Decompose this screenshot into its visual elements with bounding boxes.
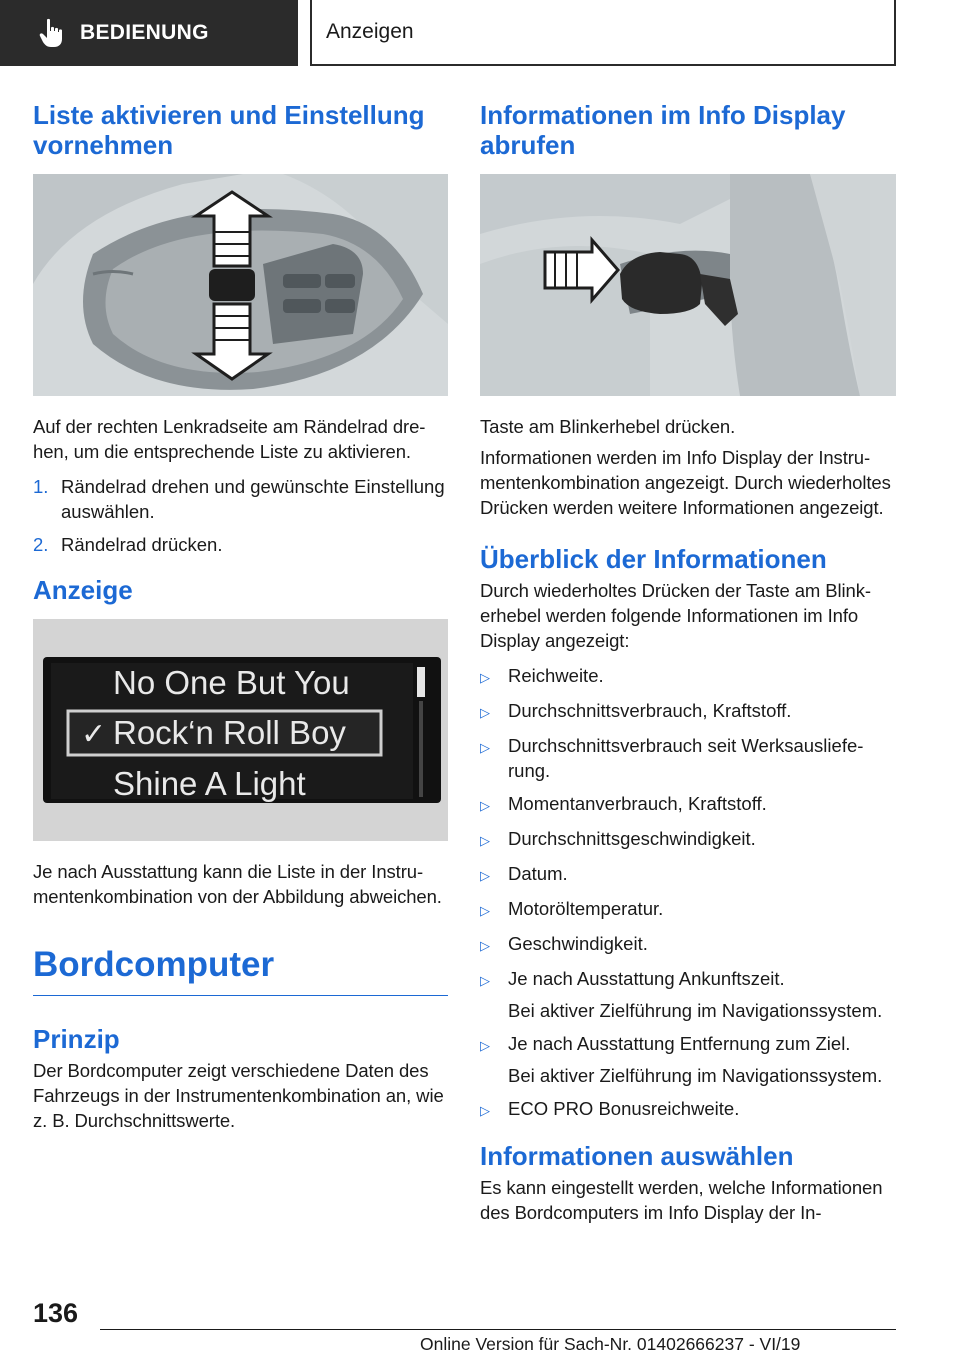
- section-label: BEDIENUNG: [80, 21, 209, 44]
- list-item: [480, 931, 896, 958]
- info-bullet-list: [480, 663, 896, 1123]
- list-item: [480, 861, 896, 888]
- list-item: [480, 1096, 896, 1123]
- display-list-figure: [33, 619, 448, 841]
- triangle-bullet-icon: ▷: [480, 973, 490, 988]
- step-text: Rändelrad drücken.: [61, 534, 223, 555]
- step-number: 2.: [33, 534, 49, 555]
- page-header: [0, 0, 960, 66]
- turn-signal-illustration: [480, 174, 896, 396]
- turn-signal-figure: [480, 174, 896, 396]
- chapter-heading-bordcomputer: Bordcomputer: [33, 945, 448, 996]
- list-item: [480, 791, 896, 818]
- heading-info-display: Informationen im Info Display abrufen: [480, 100, 846, 160]
- display-item: Shine A Light: [113, 765, 306, 802]
- list-item-text: Reichweite.: [508, 665, 604, 686]
- footer-online-version: Online Version für Sach-Nr. 01402666237 - VI/19: [420, 1334, 801, 1354]
- paragraph-overview: Durch wiederholtes Drücken der Taste am Blinkerhebel werden folgende Informationen im Info Display angezeigt:: [480, 580, 872, 651]
- step-list: [33, 474, 448, 557]
- list-item-text: Durchschnittsgeschwindigkeit.: [508, 828, 756, 849]
- heading-principle: Prinzip: [33, 1024, 120, 1054]
- step-number: 1.: [33, 476, 49, 497]
- steering-wheel-illustration: [33, 174, 448, 396]
- paragraph-wheel-instruction: Auf der rechten Lenkradseite am Rändelrad drehen, um die entsprechende Liste zu aktivieren.: [33, 416, 426, 462]
- heading-display: Anzeige: [33, 575, 133, 605]
- display-item-selected: Rock‘n Roll Boy: [113, 714, 346, 751]
- list-item-text: Je nach Ausstattung Entfernung zum Ziel.: [508, 1033, 851, 1054]
- paragraph-press-button: Taste am Blinkerhebel drücken.: [480, 416, 736, 437]
- triangle-bullet-icon: ▷: [480, 798, 490, 813]
- page-title: Anzeigen: [310, 0, 896, 66]
- list-item: [480, 896, 896, 923]
- triangle-bullet-icon: ▷: [480, 1038, 490, 1053]
- list-item-text: Durchschnittsverbrauch, Kraftstoff.: [508, 700, 792, 721]
- paragraph-principle: Der Bordcomputer zeigt verschiedene Daten des Fahrzeugs in der Instrumentenkombination an, wie z. B. Durchschnittswerte.: [33, 1060, 444, 1131]
- right-column: [480, 100, 896, 1235]
- list-item: [480, 733, 896, 783]
- triangle-bullet-icon: ▷: [480, 705, 490, 720]
- left-column: [33, 100, 448, 1143]
- list-item: [480, 966, 896, 1023]
- list-item: [33, 532, 448, 557]
- list-item-text: Durchschnittsverbrauch seit Werksauslieferung.: [508, 735, 864, 781]
- heading-list-activation: Liste aktivieren und Einstellung vornehmen: [33, 100, 425, 160]
- triangle-bullet-icon: ▷: [480, 868, 490, 883]
- list-item-text: Je nach Ausstattung Ankunftszeit.: [508, 968, 785, 989]
- list-item-text: Datum.: [508, 863, 568, 884]
- list-item-subtext: Bei aktiver Zielführung im Navigationssystem.: [508, 1000, 883, 1021]
- triangle-bullet-icon: ▷: [480, 903, 490, 918]
- list-item-text: Geschwindigkeit.: [508, 933, 648, 954]
- list-item: [480, 663, 896, 690]
- list-item-subtext: Bei aktiver Zielführung im Navigationssystem.: [508, 1065, 883, 1086]
- list-item-text: Motoröltemperatur.: [508, 898, 664, 919]
- heading-select-info: Informationen auswählen: [480, 1141, 794, 1171]
- paragraph-select-info: Es kann eingestellt werden, welche Informationen des Bordcomputers im Info Display der In-: [480, 1177, 883, 1223]
- triangle-bullet-icon: ▷: [480, 670, 490, 685]
- list-item-text: Momentanverbrauch, Kraftstoff.: [508, 793, 767, 814]
- list-item: [480, 826, 896, 853]
- footer-divider: [100, 1329, 896, 1330]
- heading-overview: Überblick der Informationen: [480, 544, 827, 574]
- list-item: [480, 1031, 896, 1088]
- display-item: No One But You: [113, 664, 350, 701]
- paragraph-equipment-note: Je nach Ausstattung kann die Liste in der Instrumentenkombination von der Abbildung abweichen.: [33, 861, 442, 907]
- paragraph-info-shown: Informationen werden im Info Display der Instrumentenkombination angezeigt. Durch wiederholtes Drücken werden weitere Informationen angezeigt.: [480, 447, 891, 518]
- triangle-bullet-icon: ▷: [480, 833, 490, 848]
- check-icon: ✓: [81, 717, 107, 752]
- section-tab: [0, 0, 298, 66]
- triangle-bullet-icon: ▷: [480, 1103, 490, 1118]
- page-number: 136: [33, 1298, 79, 1328]
- list-item-text: ECO PRO Bonusreichweite.: [508, 1098, 740, 1119]
- hand-pointer-icon: [38, 18, 66, 48]
- display-list-illustration: [33, 619, 448, 841]
- triangle-bullet-icon: ▷: [480, 938, 490, 953]
- step-text: Rändelrad drehen und gewünschte Einstellung auswählen.: [61, 476, 445, 522]
- list-item: [480, 698, 896, 725]
- list-item: [33, 474, 448, 524]
- steering-wheel-figure: [33, 174, 448, 396]
- triangle-bullet-icon: ▷: [480, 740, 490, 755]
